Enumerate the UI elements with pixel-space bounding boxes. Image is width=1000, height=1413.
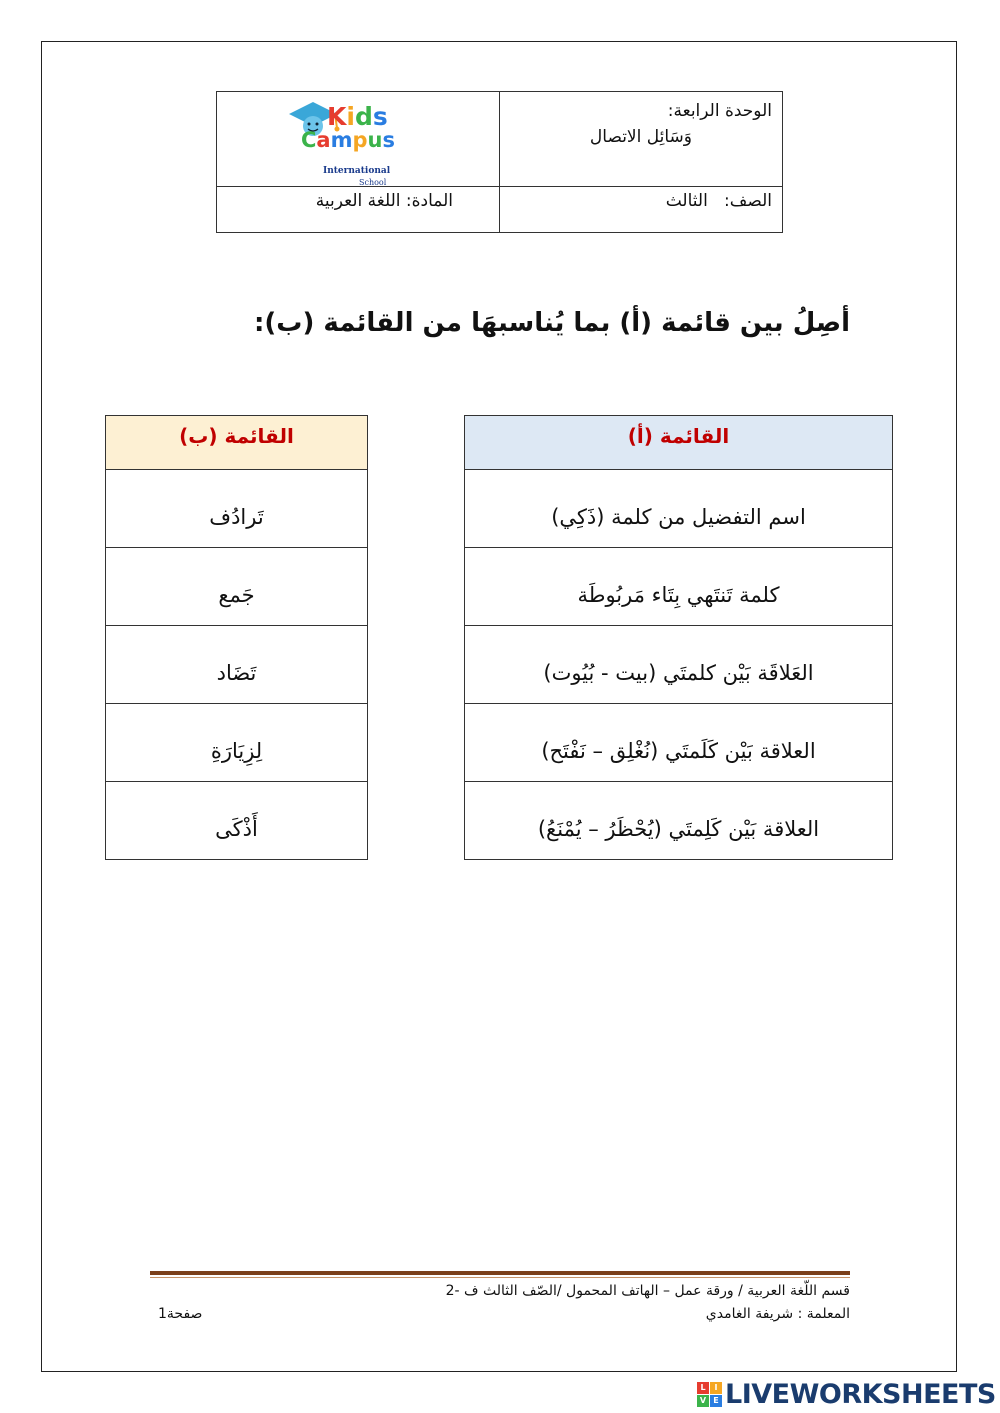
footer-divider-thin bbox=[150, 1277, 850, 1278]
logo-kids-text: Kids bbox=[327, 102, 388, 131]
header-table bbox=[216, 91, 783, 233]
unit-label: الوحدة الرابعة: bbox=[667, 101, 772, 121]
list-b-item[interactable]: أَذْكَى bbox=[106, 782, 368, 860]
footer-teacher: المعلمة : شريفة الغامدي bbox=[705, 1306, 850, 1322]
liveworksheets-brand[interactable] bbox=[697, 1379, 996, 1409]
unit-cell bbox=[500, 92, 783, 187]
logo-campus-text: Campus bbox=[301, 128, 395, 152]
list-b-item[interactable]: لِزِيَارَةِ bbox=[106, 704, 368, 782]
footer-page-number: صفحة1 bbox=[158, 1306, 203, 1322]
instruction-heading: أصِلُ بين قائمة (أ) بما يُناسبهَا من القائمة (ب): bbox=[254, 308, 850, 338]
subject-label: المادة: اللغة العربية bbox=[315, 191, 453, 211]
list-b-item[interactable]: جَمع bbox=[106, 548, 368, 626]
subject-cell bbox=[217, 187, 500, 233]
list-a-item[interactable]: اسم التفضيل من كلمة (ذَكِي) bbox=[465, 470, 893, 548]
list-a-item[interactable]: العلاقة بَيْن كَلِمتَي (يُحْظَرُ – يُمْنَعُ) bbox=[465, 782, 893, 860]
liveworksheets-logo-icon: L I V E bbox=[697, 1382, 721, 1406]
list-a-item[interactable]: العَلاقَة بَيْن كلمتَي (بيت - بُيُوت) bbox=[465, 626, 893, 704]
school-logo bbox=[287, 96, 397, 187]
liveworksheets-wordmark: LIVEWORKSHEETS bbox=[725, 1378, 996, 1410]
footer-divider bbox=[150, 1271, 850, 1275]
list-a-item[interactable]: كلمة تَنتَهي بِتَاء مَربُوطَة bbox=[465, 548, 893, 626]
logo-school-text: School bbox=[359, 178, 387, 187]
list-a-item[interactable]: العلاقة بَيْن كَلَمتَي (نُغْلِق – نَفْتَح) bbox=[465, 704, 893, 782]
unit-name: وَسَائِل الاتصال bbox=[589, 127, 692, 147]
list-a-header: القائمة (أ) bbox=[465, 416, 893, 470]
list-b-item[interactable]: تَرادُف bbox=[106, 470, 368, 548]
list-b-header: القائمة (ب) bbox=[106, 416, 368, 470]
list-a-table bbox=[464, 415, 893, 860]
logo-international-text: International bbox=[323, 166, 391, 176]
list-b-table bbox=[105, 415, 368, 860]
grade-label: الصف: الثالث bbox=[665, 191, 772, 211]
logo-cell bbox=[217, 92, 500, 187]
list-b-item[interactable]: تَضَاد bbox=[106, 626, 368, 704]
footer-department: قسم اللّغة العربية / ورقة عمل – الهاتف المحمول /الصّف الثالث ف -2 bbox=[445, 1283, 850, 1299]
grade-cell bbox=[500, 187, 783, 233]
